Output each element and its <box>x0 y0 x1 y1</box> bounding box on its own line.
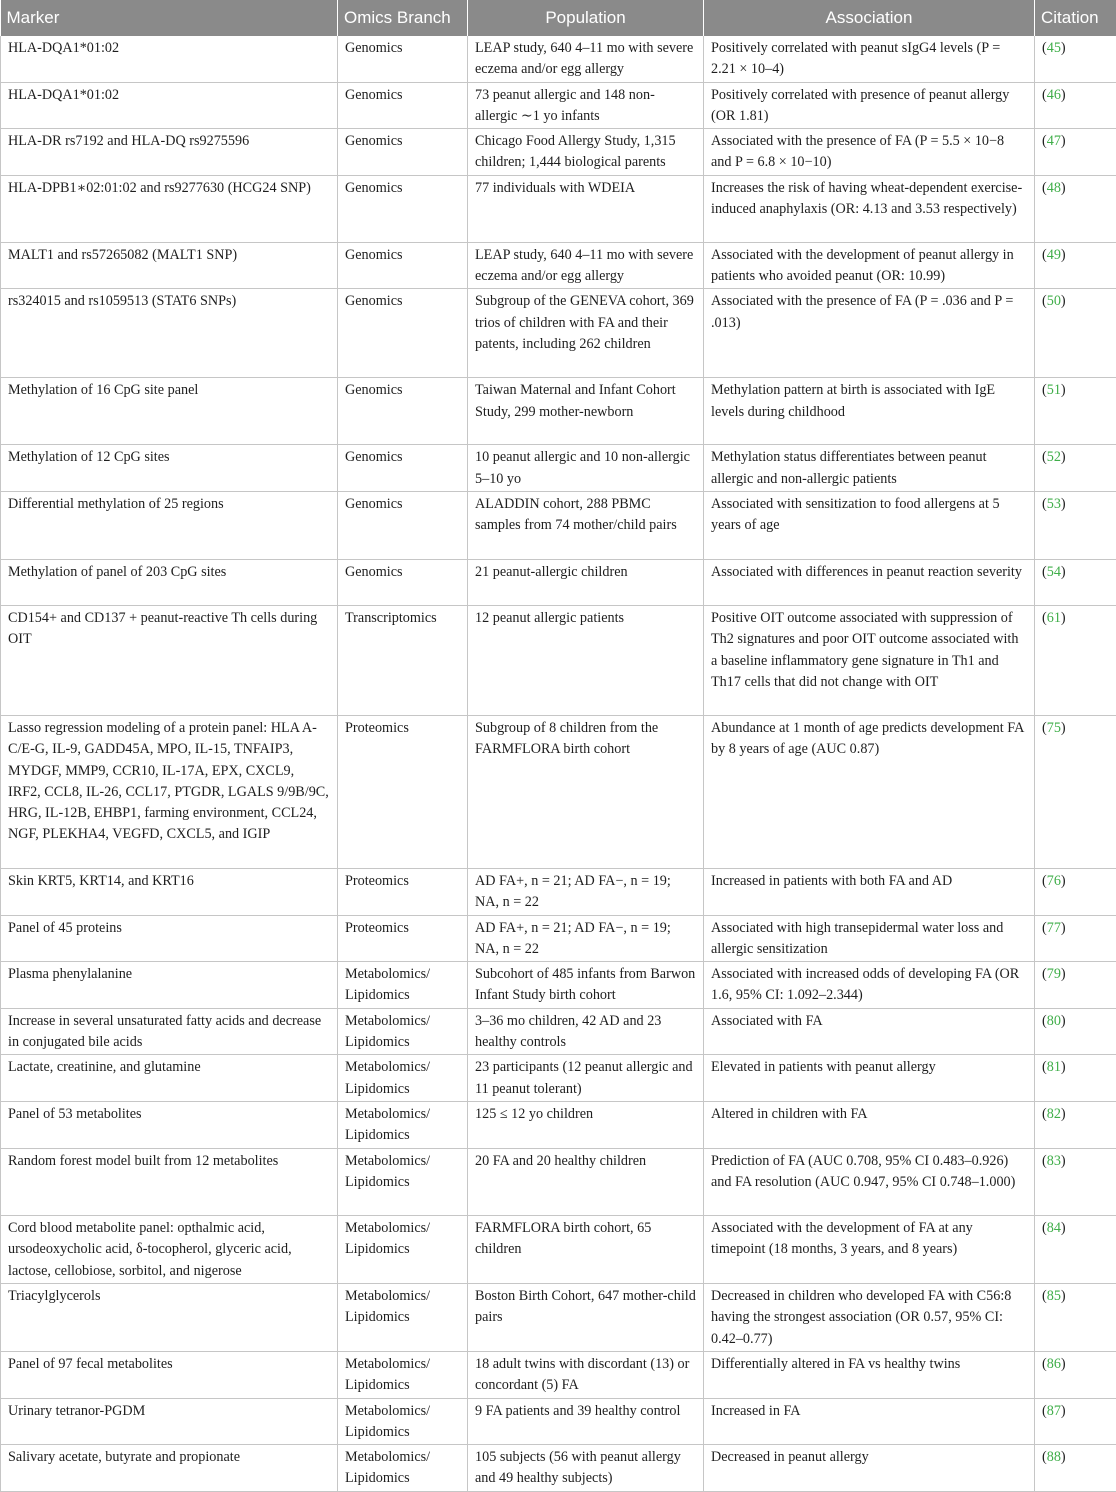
marker-cell: HLA-DQA1*01:02 <box>1 36 338 82</box>
table-row <box>1 36 1116 82</box>
marker-cell: Salivary acetate, butyrate and propionate <box>1 1445 338 1492</box>
table-row <box>1 962 1116 1009</box>
marker-cell: Methylation of 16 CpG site panel <box>1 378 338 445</box>
citation-link[interactable]: 76 <box>1047 873 1061 889</box>
citation-cell: (84) <box>1035 1215 1116 1283</box>
citation-link[interactable]: 51 <box>1047 382 1061 398</box>
marker-cell: Triacylglycerols <box>1 1283 338 1351</box>
population-cell: 21 peanut-allergic children <box>468 559 704 605</box>
table-row <box>1 1445 1116 1492</box>
population-cell: Subgroup of the GENEVA cohort, 369 trios of children with FA and their patents, including 262 children <box>468 289 704 378</box>
table-row <box>1 1148 1116 1215</box>
marker-cell: Plasma phenylalanine <box>1 962 338 1009</box>
omics-branch-cell: Metabolomics/ Lipidomics <box>338 1055 468 1102</box>
population-cell: Subgroup of 8 children from the FARMFLORA birth cohort <box>468 715 704 868</box>
omics-branch-cell: Genomics <box>338 36 468 82</box>
population-cell: Taiwan Maternal and Infant Cohort Study, 299 mother-newborn <box>468 378 704 445</box>
citation-link[interactable]: 86 <box>1047 1356 1061 1372</box>
population-cell: Subcohort of 485 infants from Barwon Infant Study birth cohort <box>468 962 704 1009</box>
citation-link[interactable]: 82 <box>1047 1106 1061 1122</box>
citation-cell: (83) <box>1035 1148 1116 1215</box>
population-cell: LEAP study, 640 4–11 mo with severe eczema and/or egg allergy <box>468 242 704 289</box>
omics-branch-cell: Metabolomics/ Lipidomics <box>338 1008 468 1055</box>
citation-link[interactable]: 84 <box>1047 1220 1061 1236</box>
citation-link[interactable]: 50 <box>1047 293 1061 309</box>
citation-cell: (45) <box>1035 36 1116 82</box>
omics-branch-cell: Genomics <box>338 175 468 242</box>
omics-branch-cell: Metabolomics/ Lipidomics <box>338 962 468 1009</box>
citation-link[interactable]: 61 <box>1047 610 1061 626</box>
population-cell: FARMFLORA birth cohort, 65 children <box>468 1215 704 1283</box>
association-cell: Elevated in patients with peanut allergy <box>704 1055 1035 1102</box>
table-row <box>1 1398 1116 1445</box>
association-cell: Methylation pattern at birth is associated with IgE levels during childhood <box>704 378 1035 445</box>
omics-branch-cell: Metabolomics/ Lipidomics <box>338 1351 468 1398</box>
citation-link[interactable]: 87 <box>1047 1403 1061 1419</box>
citation-link[interactable]: 54 <box>1047 564 1061 580</box>
marker-cell: Panel of 53 metabolites <box>1 1101 338 1148</box>
citation-cell: (87) <box>1035 1398 1116 1445</box>
marker-cell: Increase in several unsaturated fatty acids and decrease in conjugated bile acids <box>1 1008 338 1055</box>
citation-link[interactable]: 49 <box>1047 247 1061 263</box>
table-row <box>1 868 1116 915</box>
marker-cell: Lactate, creatinine, and glutamine <box>1 1055 338 1102</box>
citation-cell: (46) <box>1035 82 1116 129</box>
header-omics-branch: Omics Branch <box>338 0 468 36</box>
table-row <box>1 129 1116 176</box>
omics-branch-cell: Genomics <box>338 378 468 445</box>
header-association: Association <box>704 0 1035 36</box>
citation-cell: (88) <box>1035 1445 1116 1492</box>
header-row <box>1 0 1116 36</box>
omics-branch-cell: Metabolomics/ Lipidomics <box>338 1398 468 1445</box>
citation-cell: (82) <box>1035 1101 1116 1148</box>
omics-branch-cell: Genomics <box>338 82 468 129</box>
population-cell: 105 subjects (56 with peanut allergy and 49 healthy subjects) <box>468 1445 704 1492</box>
association-cell: Associated with sensitization to food allergens at 5 years of age <box>704 491 1035 559</box>
table-row <box>1 1101 1116 1148</box>
citation-link[interactable]: 77 <box>1047 920 1061 936</box>
omics-branch-cell: Metabolomics/ Lipidomics <box>338 1148 468 1215</box>
citation-cell: (86) <box>1035 1351 1116 1398</box>
table-row <box>1 378 1116 445</box>
association-cell: Abundance at 1 month of age predicts development FA by 8 years of age (AUC 0.87) <box>704 715 1035 868</box>
omics-branch-cell: Genomics <box>338 559 468 605</box>
population-cell: Boston Birth Cohort, 647 mother-child pairs <box>468 1283 704 1351</box>
omics-branch-cell: Metabolomics/ Lipidomics <box>338 1101 468 1148</box>
citation-link[interactable]: 48 <box>1047 180 1061 196</box>
marker-cell: Differential methylation of 25 regions <box>1 491 338 559</box>
population-cell: 3–36 mo children, 42 AD and 23 healthy controls <box>468 1008 704 1055</box>
table-row <box>1 289 1116 378</box>
marker-cell: Panel of 45 proteins <box>1 915 338 962</box>
association-cell: Altered in children with FA <box>704 1101 1035 1148</box>
omics-branch-cell: Genomics <box>338 242 468 289</box>
table-row <box>1 605 1116 715</box>
citation-link[interactable]: 75 <box>1047 720 1061 736</box>
population-cell: 20 FA and 20 healthy children <box>468 1148 704 1215</box>
omics-branch-cell: Transcriptomics <box>338 605 468 715</box>
marker-cell: Lasso regression modeling of a protein panel: HLA A-C/E-G, IL-9, GADD45A, MPO, IL-15, TNFAIP3, MYDGF, MMP9, CCR10, IL-17A, EPX, CXCL9, IRF2, CCL8, IL-26, CCL17, PTGDR, LGALS 9/9B/9C, HRG, IL-12B, EHBP1, farming environment, CCL24, NGF, PLEKHA4, VEGFD, CXCL5, and IGIP <box>1 715 338 868</box>
marker-cell: Methylation of panel of 203 CpG sites <box>1 559 338 605</box>
table-row <box>1 491 1116 559</box>
marker-cell: Skin KRT5, KRT14, and KRT16 <box>1 868 338 915</box>
population-cell: 125 ≤ 12 yo children <box>468 1101 704 1148</box>
association-cell: Increased in patients with both FA and AD <box>704 868 1035 915</box>
citation-cell: (48) <box>1035 175 1116 242</box>
citation-link[interactable]: 47 <box>1047 133 1061 149</box>
omics-branch-cell: Genomics <box>338 445 468 492</box>
omics-branch-cell: Metabolomics/ Lipidomics <box>338 1445 468 1492</box>
table-row <box>1 1351 1116 1398</box>
citation-link[interactable]: 85 <box>1047 1288 1061 1304</box>
association-cell: Decreased in peanut allergy <box>704 1445 1035 1492</box>
table-row <box>1 715 1116 868</box>
citation-cell: (85) <box>1035 1283 1116 1351</box>
omics-branch-cell: Genomics <box>338 129 468 176</box>
association-cell: Prediction of FA (AUC 0.708, 95% CI 0.483–0.926) and FA resolution (AUC 0.947, 95% CI 0.748–1.000) <box>704 1148 1035 1215</box>
association-cell: Differentially altered in FA vs healthy twins <box>704 1351 1035 1398</box>
omics-branch-cell: Proteomics <box>338 915 468 962</box>
citation-link[interactable]: 45 <box>1047 40 1061 56</box>
association-cell: Associated with FA <box>704 1008 1035 1055</box>
table-row <box>1 242 1116 289</box>
marker-cell: HLA-DPB1∗02:01:02 and rs9277630 (HCG24 SNP) <box>1 175 338 242</box>
citation-link[interactable]: 79 <box>1047 966 1061 982</box>
citation-link[interactable]: 81 <box>1047 1059 1061 1075</box>
header-citation: Citation <box>1035 0 1116 36</box>
marker-cell: CD154+ and CD137 + peanut-reactive Th cells during OIT <box>1 605 338 715</box>
omics-branch-cell: Metabolomics/ Lipidomics <box>338 1215 468 1283</box>
marker-cell: MALT1 and rs57265082 (MALT1 SNP) <box>1 242 338 289</box>
marker-cell: HLA-DQA1*01:02 <box>1 82 338 129</box>
omics-branch-cell: Metabolomics/ Lipidomics <box>338 1283 468 1351</box>
omics-branch-cell: Proteomics <box>338 868 468 915</box>
table-row <box>1 1283 1116 1351</box>
association-cell: Positively correlated with peanut sIgG4 levels (P = 2.21 × 10–4) <box>704 36 1035 82</box>
association-cell: Associated with increased odds of developing FA (OR 1.6, 95% CI: 1.092–2.344) <box>704 962 1035 1009</box>
citation-cell: (53) <box>1035 491 1116 559</box>
citation-cell: (47) <box>1035 129 1116 176</box>
table-body <box>1 36 1116 1491</box>
association-cell: Associated with the development of peanut allergy in patients who avoided peanut (OR: 10.99) <box>704 242 1035 289</box>
marker-cell: Urinary tetranor-PGDM <box>1 1398 338 1445</box>
citation-cell: (76) <box>1035 868 1116 915</box>
population-cell: Chicago Food Allergy Study, 1,315 children; 1,444 biological parents <box>468 129 704 176</box>
table-row <box>1 445 1116 492</box>
population-cell: LEAP study, 640 4–11 mo with severe eczema and/or egg allergy <box>468 36 704 82</box>
citation-cell: (49) <box>1035 242 1116 289</box>
omics-branch-cell: Genomics <box>338 289 468 378</box>
table-row <box>1 1055 1116 1102</box>
citation-cell: (77) <box>1035 915 1116 962</box>
association-cell: Increased in FA <box>704 1398 1035 1445</box>
population-cell: 77 individuals with WDEIA <box>468 175 704 242</box>
population-cell: 23 participants (12 peanut allergic and 11 peanut tolerant) <box>468 1055 704 1102</box>
table-row <box>1 1215 1116 1283</box>
citation-cell: (79) <box>1035 962 1116 1009</box>
citation-link[interactable]: 88 <box>1047 1449 1061 1465</box>
citation-cell: (52) <box>1035 445 1116 492</box>
association-cell: Methylation status differentiates between peanut allergic and non-allergic patients <box>704 445 1035 492</box>
omics-branch-cell: Genomics <box>338 491 468 559</box>
citation-cell: (50) <box>1035 289 1116 378</box>
marker-cell: Cord blood metabolite panel: opthalmic acid, ursodeoxycholic acid, δ-tocopherol, glyceric acid, lactose, cellobiose, sorbitol, and nigerose <box>1 1215 338 1283</box>
marker-cell: Random forest model built from 12 metabolites <box>1 1148 338 1215</box>
marker-cell: Methylation of 12 CpG sites <box>1 445 338 492</box>
association-cell: Increases the risk of having wheat-dependent exercise-induced anaphylaxis (OR: 4.13 and 3.53 respectively) <box>704 175 1035 242</box>
citation-link[interactable]: 52 <box>1047 449 1061 465</box>
population-cell: ALADDIN cohort, 288 PBMC samples from 74 mother/child pairs <box>468 491 704 559</box>
omics-branch-cell: Proteomics <box>338 715 468 868</box>
association-cell: Associated with the presence of FA (P = .036 and P = .013) <box>704 289 1035 378</box>
citation-cell: (61) <box>1035 605 1116 715</box>
citation-cell: (81) <box>1035 1055 1116 1102</box>
association-cell: Associated with differences in peanut reaction severity <box>704 559 1035 605</box>
citation-cell: (75) <box>1035 715 1116 868</box>
citation-link[interactable]: 83 <box>1047 1153 1061 1169</box>
citation-cell: (54) <box>1035 559 1116 605</box>
association-cell: Positively correlated with presence of peanut allergy (OR 1.81) <box>704 82 1035 129</box>
population-cell: 18 adult twins with discordant (13) or concordant (5) FA <box>468 1351 704 1398</box>
association-cell: Positive OIT outcome associated with suppression of Th2 signatures and poor OIT outcome associated with a baseline inflammatory gene signature in Th1 and Th17 cells that did not change with OIT <box>704 605 1035 715</box>
table-row <box>1 559 1116 605</box>
population-cell: 9 FA patients and 39 healthy control <box>468 1398 704 1445</box>
table-row <box>1 1008 1116 1055</box>
marker-cell: HLA-DR rs7192 and HLA-DQ rs9275596 <box>1 129 338 176</box>
citation-link[interactable]: 46 <box>1047 87 1061 103</box>
marker-cell: rs324015 and rs1059513 (STAT6 SNPs) <box>1 289 338 378</box>
association-cell: Associated with the development of FA at any timepoint (18 months, 3 years, and 8 years) <box>704 1215 1035 1283</box>
marker-cell: Panel of 97 fecal metabolites <box>1 1351 338 1398</box>
population-cell: 12 peanut allergic patients <box>468 605 704 715</box>
association-cell: Decreased in children who developed FA with C56:8 having the strongest association (OR 0.57, 95% CI: 0.42–0.77) <box>704 1283 1035 1351</box>
header-marker: Marker <box>1 0 338 36</box>
population-cell: 73 peanut allergic and 148 non-allergic ∼1 yo infants <box>468 82 704 129</box>
association-cell: Associated with the presence of FA (P = 5.5 × 10−8 and P = 6.8 × 10−10) <box>704 129 1035 176</box>
citation-link[interactable]: 53 <box>1047 496 1061 512</box>
table-row <box>1 915 1116 962</box>
table-row <box>1 175 1116 242</box>
population-cell: AD FA+, n = 21; AD FA−, n = 19; NA, n = 22 <box>468 915 704 962</box>
citation-cell: (51) <box>1035 378 1116 445</box>
population-cell: AD FA+, n = 21; AD FA−, n = 19; NA, n = 22 <box>468 868 704 915</box>
population-cell: 10 peanut allergic and 10 non-allergic 5–10 yo <box>468 445 704 492</box>
association-cell: Associated with high transepidermal water loss and allergic sensitization <box>704 915 1035 962</box>
table-row <box>1 82 1116 129</box>
header-population: Population <box>468 0 704 36</box>
citation-link[interactable]: 80 <box>1047 1013 1061 1029</box>
citation-cell: (80) <box>1035 1008 1116 1055</box>
